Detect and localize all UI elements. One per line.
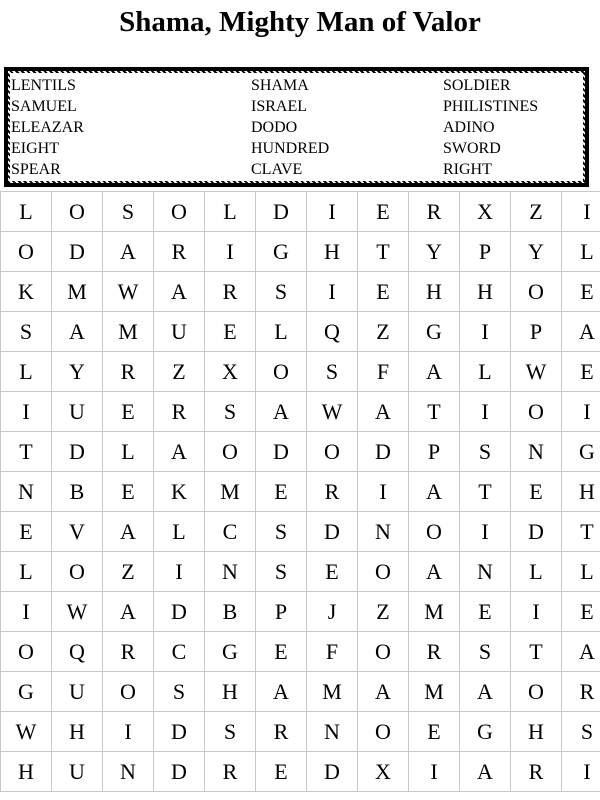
grid-cell: U: [52, 672, 103, 712]
grid-cell: D: [307, 512, 358, 552]
grid-cell: G: [256, 232, 307, 272]
grid-cell: C: [205, 512, 256, 552]
grid-cell: Y: [511, 232, 562, 272]
grid-row: [1, 232, 600, 272]
grid-cell: R: [205, 272, 256, 312]
grid-row: [1, 632, 600, 672]
grid-cell: D: [154, 592, 205, 632]
grid-cell: X: [460, 192, 511, 232]
grid-cell: A: [409, 472, 460, 512]
grid-cell: O: [358, 712, 409, 752]
grid-cell: O: [1, 232, 52, 272]
grid-cell: M: [409, 672, 460, 712]
grid-cell: I: [358, 472, 409, 512]
grid-cell: F: [358, 352, 409, 392]
word-list-item: LENTILS: [11, 77, 76, 94]
grid-cell: N: [460, 552, 511, 592]
grid-row: [1, 672, 600, 712]
grid-row: [1, 312, 600, 352]
grid-cell: R: [154, 392, 205, 432]
grid-cell: M: [103, 312, 154, 352]
grid-cell: R: [511, 752, 562, 792]
grid-cell: I: [562, 392, 600, 432]
grid-cell: S: [205, 712, 256, 752]
word-list-item: SWORD: [443, 140, 501, 157]
word-list-item: ADINO: [443, 119, 495, 136]
grid-cell: R: [409, 192, 460, 232]
word-list-box: [4, 67, 589, 187]
grid-cell: Z: [358, 592, 409, 632]
grid-cell: R: [409, 632, 460, 672]
grid-cell: R: [562, 672, 600, 712]
grid-cell: O: [256, 352, 307, 392]
grid-cell: E: [103, 472, 154, 512]
grid-cell: M: [409, 592, 460, 632]
grid-cell: E: [358, 192, 409, 232]
grid-cell: Y: [52, 352, 103, 392]
grid-cell: O: [511, 392, 562, 432]
grid-cell: E: [256, 632, 307, 672]
grid-cell: B: [52, 472, 103, 512]
grid-cell: W: [511, 352, 562, 392]
grid-cell: E: [511, 472, 562, 512]
grid-cell: E: [256, 752, 307, 792]
grid-cell: O: [358, 552, 409, 592]
grid-cell: N: [307, 712, 358, 752]
word-list-item: SHAMA: [251, 77, 309, 94]
grid-cell: E: [358, 272, 409, 312]
grid-cell: R: [103, 632, 154, 672]
grid-cell: Z: [154, 352, 205, 392]
grid-cell: D: [52, 432, 103, 472]
word-list: [10, 73, 583, 181]
grid-cell: M: [52, 272, 103, 312]
letter-grid: [0, 191, 600, 792]
grid-cell: A: [256, 672, 307, 712]
grid-row: [1, 512, 600, 552]
grid-cell: R: [103, 352, 154, 392]
grid-cell: G: [205, 632, 256, 672]
grid-cell: L: [1, 552, 52, 592]
grid-cell: U: [52, 392, 103, 432]
grid-cell: R: [256, 712, 307, 752]
page-title: Shama, Mighty Man of Valor: [119, 6, 481, 38]
grid-cell: A: [358, 672, 409, 712]
grid-cell: S: [460, 632, 511, 672]
grid-cell: J: [307, 592, 358, 632]
grid-cell: X: [358, 752, 409, 792]
grid-cell: T: [460, 472, 511, 512]
grid-cell: R: [307, 472, 358, 512]
grid-cell: A: [103, 512, 154, 552]
grid-cell: W: [103, 272, 154, 312]
grid-cell: L: [562, 552, 600, 592]
grid-cell: R: [154, 232, 205, 272]
grid-cell: M: [205, 472, 256, 512]
grid-cell: W: [52, 592, 103, 632]
grid-row: [1, 272, 600, 312]
grid-cell: S: [460, 432, 511, 472]
grid-row: [1, 592, 600, 632]
grid-cell: G: [409, 312, 460, 352]
grid-cell: W: [307, 392, 358, 432]
grid-cell: N: [205, 552, 256, 592]
grid-cell: I: [562, 752, 600, 792]
grid-cell: O: [52, 552, 103, 592]
grid-cell: G: [562, 432, 600, 472]
grid-cell: I: [460, 512, 511, 552]
grid-cell: N: [1, 472, 52, 512]
grid-cell: A: [460, 752, 511, 792]
grid-cell: A: [154, 432, 205, 472]
grid-cell: L: [460, 352, 511, 392]
grid-cell: T: [1, 432, 52, 472]
grid-cell: I: [511, 592, 562, 632]
grid-cell: R: [205, 752, 256, 792]
word-list-item: EIGHT: [11, 140, 59, 157]
grid-cell: A: [358, 392, 409, 432]
grid-cell: K: [1, 272, 52, 312]
grid-cell: Y: [409, 232, 460, 272]
grid-cell: E: [562, 592, 600, 632]
grid-cell: A: [460, 672, 511, 712]
grid-cell: O: [511, 672, 562, 712]
grid-cell: S: [256, 512, 307, 552]
grid-cell: N: [103, 752, 154, 792]
grid-cell: I: [1, 592, 52, 632]
grid-row: [1, 472, 600, 512]
grid-cell: A: [103, 232, 154, 272]
grid-cell: H: [205, 672, 256, 712]
grid-cell: P: [511, 312, 562, 352]
grid-cell: I: [307, 192, 358, 232]
grid-cell: D: [154, 712, 205, 752]
grid-row: [1, 392, 600, 432]
grid-cell: O: [511, 272, 562, 312]
grid-cell: A: [409, 352, 460, 392]
grid-cell: A: [409, 552, 460, 592]
word-list-item: PHILISTINES: [443, 98, 539, 115]
grid-cell: Q: [307, 312, 358, 352]
grid-cell: S: [154, 672, 205, 712]
grid-cell: Z: [511, 192, 562, 232]
grid-cell: Q: [52, 632, 103, 672]
grid-cell: I: [307, 272, 358, 312]
grid-cell: S: [205, 392, 256, 432]
grid-cell: E: [205, 312, 256, 352]
grid-cell: A: [562, 312, 600, 352]
grid-cell: O: [307, 432, 358, 472]
grid-cell: L: [511, 552, 562, 592]
grid-cell: O: [358, 632, 409, 672]
grid-cell: A: [52, 312, 103, 352]
grid-cell: K: [154, 472, 205, 512]
grid-cell: D: [256, 432, 307, 472]
grid-cell: G: [1, 672, 52, 712]
word-list-item: HUNDRED: [251, 140, 330, 157]
grid-cell: U: [52, 752, 103, 792]
grid-cell: P: [409, 432, 460, 472]
grid-row: [1, 712, 600, 752]
grid-cell: H: [511, 712, 562, 752]
grid-cell: L: [1, 192, 52, 232]
word-list-item: SAMUEL: [11, 98, 77, 115]
grid-cell: S: [103, 192, 154, 232]
grid-row: [1, 352, 600, 392]
grid-cell: O: [103, 672, 154, 712]
grid-cell: D: [358, 432, 409, 472]
grid-cell: S: [307, 352, 358, 392]
grid-cell: B: [205, 592, 256, 632]
grid-cell: A: [103, 592, 154, 632]
grid-cell: E: [256, 472, 307, 512]
grid-cell: E: [103, 392, 154, 432]
grid-cell: L: [562, 232, 600, 272]
grid-cell: I: [460, 312, 511, 352]
grid-cell: U: [154, 312, 205, 352]
grid-cell: M: [307, 672, 358, 712]
grid-cell: O: [205, 432, 256, 472]
grid-cell: G: [460, 712, 511, 752]
grid-cell: I: [409, 752, 460, 792]
grid-cell: E: [307, 552, 358, 592]
grid-row: [1, 432, 600, 472]
grid-cell: E: [562, 272, 600, 312]
word-list-item: SPEAR: [11, 161, 61, 178]
grid-cell: A: [154, 272, 205, 312]
grid-cell: I: [154, 552, 205, 592]
grid-cell: H: [460, 272, 511, 312]
grid-cell: H: [562, 472, 600, 512]
grid-cell: T: [358, 232, 409, 272]
word-list-item: DODO: [251, 119, 298, 136]
grid-cell: N: [358, 512, 409, 552]
grid-row: [1, 192, 600, 232]
grid-cell: I: [562, 192, 600, 232]
grid-cell: N: [511, 432, 562, 472]
grid-cell: D: [307, 752, 358, 792]
grid-cell: F: [307, 632, 358, 672]
grid-cell: D: [52, 232, 103, 272]
grid-cell: E: [562, 352, 600, 392]
word-list-item: SOLDIER: [443, 77, 511, 94]
grid-cell: Z: [358, 312, 409, 352]
grid-cell: O: [409, 512, 460, 552]
grid-cell: D: [511, 512, 562, 552]
word-list-item: ELEAZAR: [11, 119, 84, 136]
grid-cell: W: [1, 712, 52, 752]
word-list-item: RIGHT: [443, 161, 492, 178]
grid-cell: L: [103, 432, 154, 472]
grid-cell: S: [1, 312, 52, 352]
grid-cell: H: [307, 232, 358, 272]
grid-cell: T: [562, 512, 600, 552]
grid-cell: H: [409, 272, 460, 312]
grid-cell: A: [256, 392, 307, 432]
grid-cell: E: [460, 592, 511, 632]
grid-cell: L: [256, 312, 307, 352]
grid-cell: C: [154, 632, 205, 672]
grid-cell: H: [1, 752, 52, 792]
grid-cell: Z: [103, 552, 154, 592]
grid-cell: S: [256, 272, 307, 312]
grid-cell: S: [256, 552, 307, 592]
grid-cell: T: [511, 632, 562, 672]
word-list-item: ISRAEL: [251, 98, 307, 115]
grid-cell: P: [460, 232, 511, 272]
grid-row: [1, 552, 600, 592]
grid-row: [1, 752, 600, 792]
grid-cell: H: [52, 712, 103, 752]
grid-cell: E: [1, 512, 52, 552]
grid-cell: T: [409, 392, 460, 432]
grid-cell: L: [205, 192, 256, 232]
grid-cell: L: [1, 352, 52, 392]
grid-cell: E: [409, 712, 460, 752]
grid-cell: P: [256, 592, 307, 632]
word-list-item: CLAVE: [251, 161, 303, 178]
grid-cell: I: [460, 392, 511, 432]
grid-cell: V: [52, 512, 103, 552]
grid-cell: I: [1, 392, 52, 432]
grid-cell: O: [154, 192, 205, 232]
grid-cell: D: [154, 752, 205, 792]
grid-cell: O: [1, 632, 52, 672]
grid-cell: I: [103, 712, 154, 752]
grid-cell: O: [52, 192, 103, 232]
grid-cell: I: [205, 232, 256, 272]
letter-grid-body: [1, 192, 600, 792]
grid-cell: A: [562, 632, 600, 672]
grid-cell: X: [205, 352, 256, 392]
grid-cell: D: [256, 192, 307, 232]
grid-cell: S: [562, 712, 600, 752]
grid-cell: L: [154, 512, 205, 552]
